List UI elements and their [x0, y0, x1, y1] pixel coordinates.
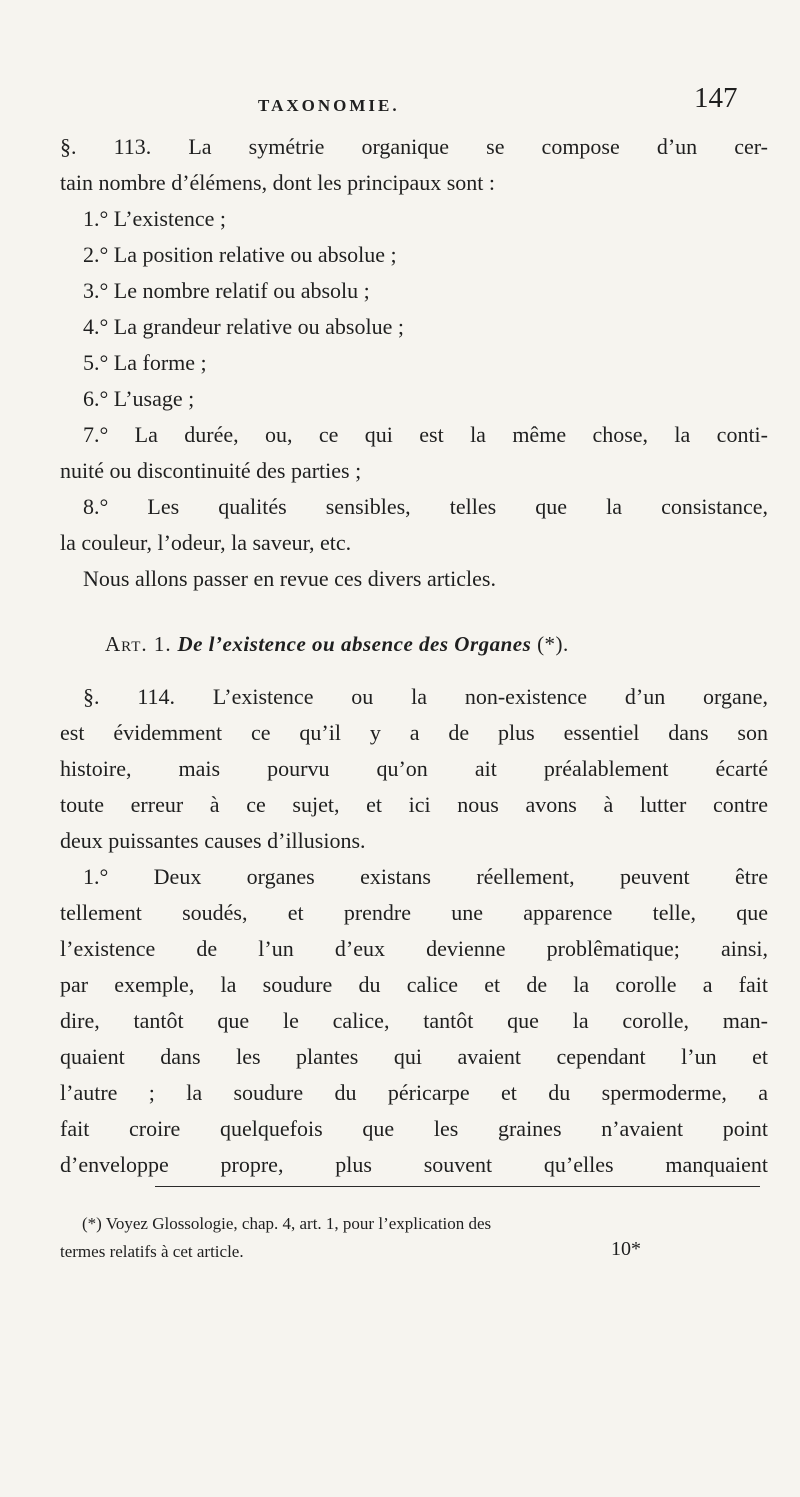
text-line: quaient dans les plantes qui avaient cependant l’un et	[60, 1044, 768, 1069]
list-item: 3.° Le nombre relatif ou absolu ;	[83, 278, 370, 303]
text-line: histoire, mais pourvu qu’on ait préalablement écarté	[60, 756, 768, 781]
text-line: §. 114. L’existence ou la non-existence d’un organe,	[83, 684, 768, 709]
text-line: l’existence de l’un d’eux devienne problêmatique; ainsi,	[60, 936, 768, 961]
text-line: toute erreur à ce sujet, et ici nous avons à lutter contre	[60, 792, 768, 817]
list-item: 4.° La grandeur relative ou absolue ;	[83, 314, 404, 339]
signature-mark: 10*	[611, 1238, 641, 1260]
text-line: 1.° Deux organes existans réellement, peuvent être	[83, 864, 768, 889]
text-line: deux puissantes causes d’illusions.	[60, 828, 366, 853]
list-item: 5.° La forme ;	[83, 350, 207, 375]
text-line: est évidemment ce qu’il y a de plus essentiel dans son	[60, 720, 768, 745]
text-line: §. 113. La symétrie organique se compose d’un cer-	[60, 134, 768, 159]
footnote-line: (*) Voyez Glossologie, chap. 4, art. 1, pour l’explication des	[82, 1214, 492, 1233]
text-line: tain nombre d’élémens, dont les principaux sont :	[60, 170, 496, 195]
list-item: 6.° L’usage ;	[83, 386, 195, 411]
running-title: TAXONOMIE.	[258, 96, 400, 115]
article-heading	[105, 629, 569, 659]
text-line: tellement soudés, et prendre une apparence telle, que	[60, 900, 768, 925]
list-item: 7.° La durée, ou, ce qui est la même chose, la conti-	[83, 422, 768, 447]
list-item: 8.° Les qualités sensibles, telles que la consistance,	[83, 494, 768, 519]
footnote-line: termes relatifs à cet article.	[60, 1242, 244, 1261]
list-item: 2.° La position relative ou absolue ;	[83, 242, 397, 267]
text-line: dire, tantôt que le calice, tantôt que la corolle, man-	[60, 1008, 768, 1033]
footnote-divider	[155, 1186, 760, 1187]
text-line: Nous allons passer en revue ces divers articles.	[83, 566, 496, 591]
text-line: par exemple, la soudure du calice et de la corolle a fait	[60, 972, 768, 997]
text-line: la couleur, l’odeur, la saveur, etc.	[60, 530, 352, 555]
list-item: 1.° L’existence ;	[83, 206, 226, 231]
text-line: l’autre ; la soudure du péricarpe et du spermoderme, a	[60, 1080, 768, 1105]
article-label: Art. 1.	[105, 632, 172, 656]
page-header	[0, 80, 800, 120]
text-line: nuité ou discontinuité des parties ;	[60, 458, 362, 483]
footnote-ref: (*).	[537, 632, 569, 656]
page-number: 147	[694, 82, 738, 114]
text-line: d’enveloppe propre, plus souvent qu’elles manquaient	[60, 1152, 768, 1177]
article-title: De l’existence ou absence des Organes	[177, 632, 532, 656]
text-line: fait croire quelquefois que les graines n’avaient point	[60, 1116, 768, 1141]
